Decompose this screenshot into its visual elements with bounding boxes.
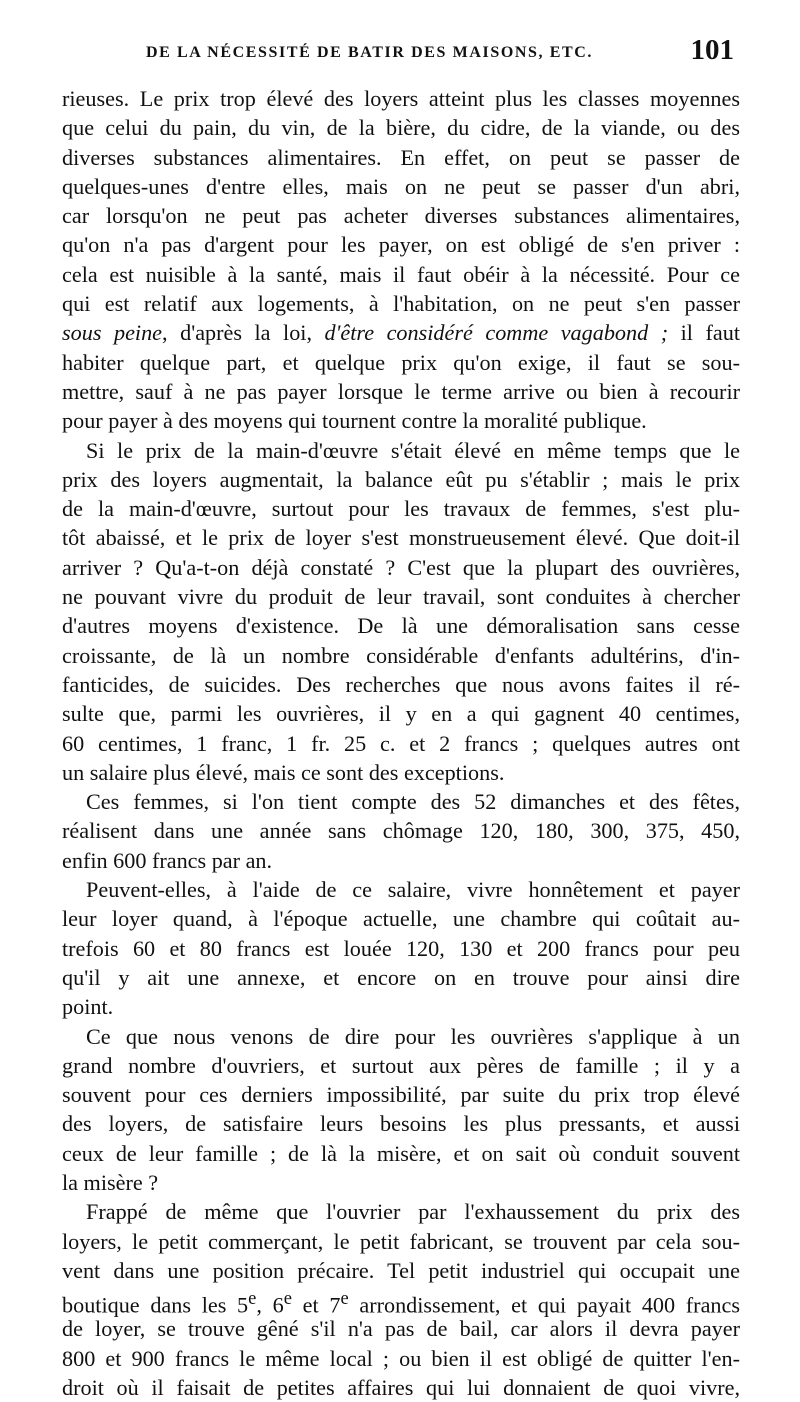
superscript: e [283,1289,292,1310]
italic-phrase: sous peine [62,320,163,346]
superscript: e [340,1289,349,1310]
paragraph-start: Si le prix de la main-d'œuvre s'était élevé en même temps que le [86,437,740,463]
text-segment: il faut [668,320,740,346]
text-line: cela est nuisible à la santé, mais il faut obéir à la nécessité. Pour ce [62,261,740,287]
text-line: loyers, le petit commerçant, le petit fabricant, se trouvent par cela sou- [62,1228,740,1254]
paragraph-start: Ce que nous venons de dire pour les ouvrières s'applique à un [86,1023,740,1049]
text-line: trefois 60 et 80 francs est louée 120, 130 et 200 francs pour peu [62,935,740,961]
text-line: la misère ? [62,1169,159,1195]
page-number: 101 [690,34,734,66]
text-segment: arrondissement, et qui payait 400 francs [348,1292,740,1318]
text-line: de loyer, se trouve gêné s'il n'a pas de bail, car alors il devra payer [62,1316,740,1342]
running-head [60,34,740,74]
text-line: mettre, sauf à ne pas payer lorsque le terme arrive ou bien à recourir [62,378,740,404]
paragraph-start: Ces femmes, si l'on tient compte des 52 dimanches et des fêtes, [86,789,740,815]
text-line: un salaire plus élevé, mais ce sont des exceptions. [62,759,505,785]
text-line: 800 et 900 francs le même local ; ou bien il est obligé de quitter l'en- [62,1345,740,1371]
italic-phrase: d'être considéré comme vagabond ; [324,320,669,346]
text-line: des loyers, de satisfaire leurs besoins les plus pressants, et aussi [62,1111,740,1137]
text-line: de la main-d'œuvre, surtout pour les travaux de femmes, s'est plu- [62,496,740,522]
text-line [62,1285,740,1318]
text-line: réalisent dans une année sans chômage 120, 180, 300, 375, 450, [62,818,740,844]
text-line: quelques-unes d'entre elles, mais on ne peut se passer d'un abri, [62,173,740,199]
text-line: vent dans une position précaire. Tel petit industriel qui occupait une [62,1257,740,1283]
text-line: pour payer à des moyens qui tournent contre la moralité publique. [62,408,647,434]
text-line: arriver ? Qu'a-t-on déjà constaté ? C'est que la plupart des ouvrières, [62,554,740,580]
text-line: qu'on n'a pas d'argent pour les payer, on est obligé de s'en priver : [62,232,740,258]
paragraph-start: Frappé de même que l'ouvrier par l'exhaussement du prix des [86,1199,740,1225]
text-line [62,318,740,347]
text-line: car lorsqu'on ne peut pas acheter diverses substances alimentaires, [62,203,740,229]
text-line: point. [62,994,114,1020]
body-text [62,84,740,1402]
text-line: tôt abaissé, et le prix de loyer s'est monstrueusement élevé. Que doit-il [62,525,740,551]
text-line: d'autres moyens d'existence. De là une démoralisation sans cesse [62,613,740,639]
paragraph-start: Peuvent-elles, à l'aide de ce salaire, vivre honnêtement et payer [86,877,740,903]
text-line: qu'il y ait une annexe, et encore on en trouve pour ainsi dire [62,964,740,990]
text-line: grand nombre d'ouvriers, et surtout aux pères de famille ; il y a [62,1052,740,1078]
text-line: fanticides, de suicides. Des recherches que nous avons faites il ré- [62,671,740,697]
running-title: DE LA NÉCESSITÉ DE BATIR DES MAISONS, ETC. [146,44,594,61]
text-line: droit où il faisait de petites affaires qui lui donnaient de quoi vivre, [62,1375,740,1401]
superscript: e [248,1289,257,1310]
text-line: prix des loyers augmentait, la balance eût pu s'établir ; mais le prix [62,466,740,492]
text-segment: , d'après la loi, [162,320,325,346]
text-line: croissante, de là un nombre considérable d'enfants adultérins, d'in- [62,642,740,668]
text-line: leur loyer quand, à l'époque actuelle, une chambre qui coûtait au- [62,906,740,932]
text-line: que celui du pain, du vin, de la bière, du cidre, de la viande, ou des [62,115,740,141]
text-line: ne pouvant vivre du produit de leur travail, sont conduites à chercher [62,584,740,610]
text-line: ceux de leur famille ; de là la misère, et on sait où conduit souvent [62,1140,740,1166]
text-segment: et 7 [291,1292,341,1318]
text-line: 60 centimes, 1 franc, 1 fr. 25 c. et 2 francs ; quelques autres ont [62,730,740,756]
text-line: habiter quelque part, et quelque prix qu'on exige, il faut se sou- [62,349,740,375]
text-line: rieuses. Le prix trop élevé des loyers atteint plus les classes moyennes [62,86,740,111]
text-line: souvent pour ces derniers impossibilité, par suite du prix trop élevé [62,1082,740,1108]
text-line: qui est relatif aux logements, à l'habitation, on ne peut s'en passer [62,291,740,317]
text-line: diverses substances alimentaires. En effet, on peut se passer de [62,144,740,170]
text-segment: boutique dans les 5 [62,1292,249,1318]
text-line: enfin 600 francs par an. [62,847,273,873]
text-line: sulte que, parmi les ouvrières, il y en a qui gagnent 40 centimes, [62,701,740,727]
text-segment: , 6 [256,1292,284,1318]
